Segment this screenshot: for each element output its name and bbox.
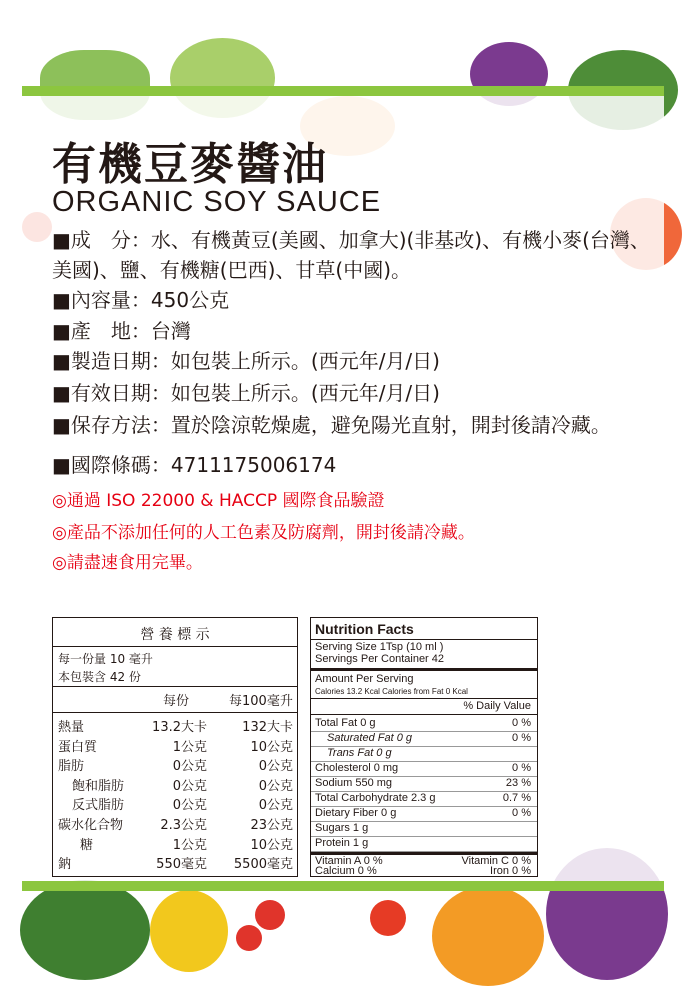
expiry-date: ■有效日期：如包裝上所示。(西元年/月/日) xyxy=(52,381,440,405)
manufacture-date: ■製造日期：如包裝上所示。(西元年/月/日) xyxy=(52,349,440,373)
nutrition-en-row-label: Trans Fat 0 g xyxy=(327,747,392,759)
nutrition-en-calories: Calories 13.2 Kcal Calories from Fat 0 Kcal xyxy=(315,687,468,696)
nutrition-cn-row-per-serving: 1公克 xyxy=(172,837,207,853)
nutrition-en-row-label: Total Carbohydrate 2.3 g xyxy=(315,792,436,804)
divider xyxy=(311,639,537,640)
nutrition-cn-row-per-100: 0公克 xyxy=(258,759,293,775)
nutrition-table-cn xyxy=(52,617,298,877)
note-consume-soon: ◎請盡速食用完畢。 xyxy=(52,553,203,573)
nutrition-en-amount: Amount Per Serving xyxy=(315,673,414,685)
nutrition-en-servings: Servings Per Container 42 xyxy=(315,653,445,665)
nutrition-en-row-label: Sugars 1 g xyxy=(315,822,369,834)
nutrition-en-row-dv: 0 % xyxy=(512,732,531,744)
nutrition-en-title: Nutrition Facts xyxy=(315,621,414,637)
nutrition-en-row-label: Total Fat 0 g xyxy=(315,717,376,729)
nutrition-facts-en xyxy=(310,617,538,877)
nutrition-cn-row-per-serving: 550毫克 xyxy=(156,857,207,873)
product-title-cn: 有機豆麥醬油 xyxy=(52,139,328,190)
divider xyxy=(53,712,297,713)
product-title-en: ORGANIC SOY SAUCE xyxy=(52,186,382,218)
bottom-green-bar xyxy=(22,881,664,891)
nutrition-cn-row-per-100: 0公克 xyxy=(258,778,293,794)
nutrition-cn-row-per-100: 23公克 xyxy=(250,818,293,833)
divider xyxy=(311,698,537,699)
nutrition-cn-row-per-100: 10公克 xyxy=(250,739,293,755)
nutrition-en-row-label: Sodium 550 mg xyxy=(315,777,393,789)
ingredients: ■成 分：水、有機黃豆(美國、加拿大)(非基改)、有機小麥(台灣、美國)、鹽、有機糖(巴西)、甘草(中國)。 xyxy=(52,228,650,282)
nutrition-cn-row-per-serving: 1公克 xyxy=(172,739,207,755)
nutrition-cn-servings: 本包裝含 42 份 xyxy=(58,670,141,684)
nutrition-en-vitamin-a: Vitamin A 0 % xyxy=(315,855,383,867)
divider xyxy=(53,646,297,647)
origin: ■產 地：台灣 xyxy=(52,319,191,343)
nutrition-en-row-dv: 0.7 % xyxy=(502,792,531,804)
storage: ■保存方法：置於陰涼乾燥處，避免陽光直射，開封後請冷藏。 xyxy=(52,413,611,437)
nutrition-cn-row-name: 反式脂肪 xyxy=(72,798,125,814)
nutrition-cn-row-per-100: 0公克 xyxy=(258,798,293,814)
nutrition-cn-row-name: 碳水化合物 xyxy=(58,818,124,833)
divider xyxy=(311,714,537,715)
nutrition-en-row-label: Dietary Fiber 0 g xyxy=(315,807,397,819)
note-no-additives: ◎產品不添加任何的人工色素及防腐劑，開封後請冷藏。 xyxy=(52,523,475,543)
nutrition-en-row-dv: 23 % xyxy=(505,777,531,789)
nutrition-en-row-label: Saturated Fat 0 g xyxy=(327,732,412,744)
nutrition-cn-row-per-serving: 13.2大卡 xyxy=(152,720,207,735)
nutrition-en-row-label: Protein 1 g xyxy=(315,837,369,849)
nutrition-cn-col-per-100: 每100毫升 xyxy=(229,694,293,709)
nutrition-en-row-dv: 0 % xyxy=(512,762,531,774)
top-green-bar xyxy=(22,86,664,96)
nutrition-en-serving-size: Serving Size 1Tsp (10 ml ) xyxy=(315,641,444,653)
nutrition-cn-title: 營 養 標 示 xyxy=(140,627,210,643)
nutrition-cn-row-name: 鈉 xyxy=(58,857,72,873)
nutrition-cn-row-name: 熱量 xyxy=(58,720,85,735)
net-weight: ■內容量：450公克 xyxy=(52,288,230,312)
cherry-tomato-decoration-2 xyxy=(236,925,262,951)
nutrition-cn-row-per-serving: 0公克 xyxy=(172,798,207,814)
broccoli-bottom-decoration xyxy=(20,880,150,980)
nutrition-en-vitamin-c: Vitamin C 0 % xyxy=(461,855,531,867)
nutrition-en-row-dv: 0 % xyxy=(512,717,531,729)
yellow-pepper-decoration xyxy=(150,890,228,972)
nutrition-en-row-dv: 0 % xyxy=(512,807,531,819)
divider xyxy=(53,686,297,687)
nutrition-cn-row-name: 糖 xyxy=(80,837,94,853)
nutrition-cn-row-per-serving: 0公克 xyxy=(172,778,207,794)
nutrition-cn-row-per-100: 10公克 xyxy=(250,837,293,853)
tomato-bottom-decoration xyxy=(370,900,406,936)
nutrition-cn-row-name: 脂肪 xyxy=(58,759,85,775)
cherry-tomato-decoration xyxy=(255,900,285,930)
barcode: ■國際條碼：4711175006174 xyxy=(52,453,337,477)
nutrition-cn-row-name: 蛋白質 xyxy=(58,739,98,755)
nutrition-en-calcium: Calcium 0 % xyxy=(315,865,377,877)
note-certification: ◎通過 ISO 22000 & HACCP 國際食品驗證 xyxy=(52,491,385,511)
nutrition-cn-row-per-serving: 0公克 xyxy=(172,759,207,775)
nutrition-en-row-label: Cholesterol 0 mg xyxy=(315,762,399,774)
nutrition-cn-row-per-100: 5500毫克 xyxy=(233,857,293,873)
nutrition-cn-row-per-100: 132大卡 xyxy=(242,720,293,735)
orange-pepper-decoration xyxy=(432,886,544,986)
nutrition-en-daily-value: % Daily Value xyxy=(463,700,531,712)
nutrition-cn-row-per-serving: 2.3公克 xyxy=(160,818,207,833)
nutrition-cn-col-per-serving: 每份 xyxy=(163,694,190,709)
nutrition-cn-serving-size: 每一份量 10 毫升 xyxy=(58,652,153,666)
nutrition-cn-row-name: 飽和脂肪 xyxy=(72,778,125,794)
nutrition-en-iron: Iron 0 % xyxy=(490,865,531,877)
divider xyxy=(311,668,537,671)
